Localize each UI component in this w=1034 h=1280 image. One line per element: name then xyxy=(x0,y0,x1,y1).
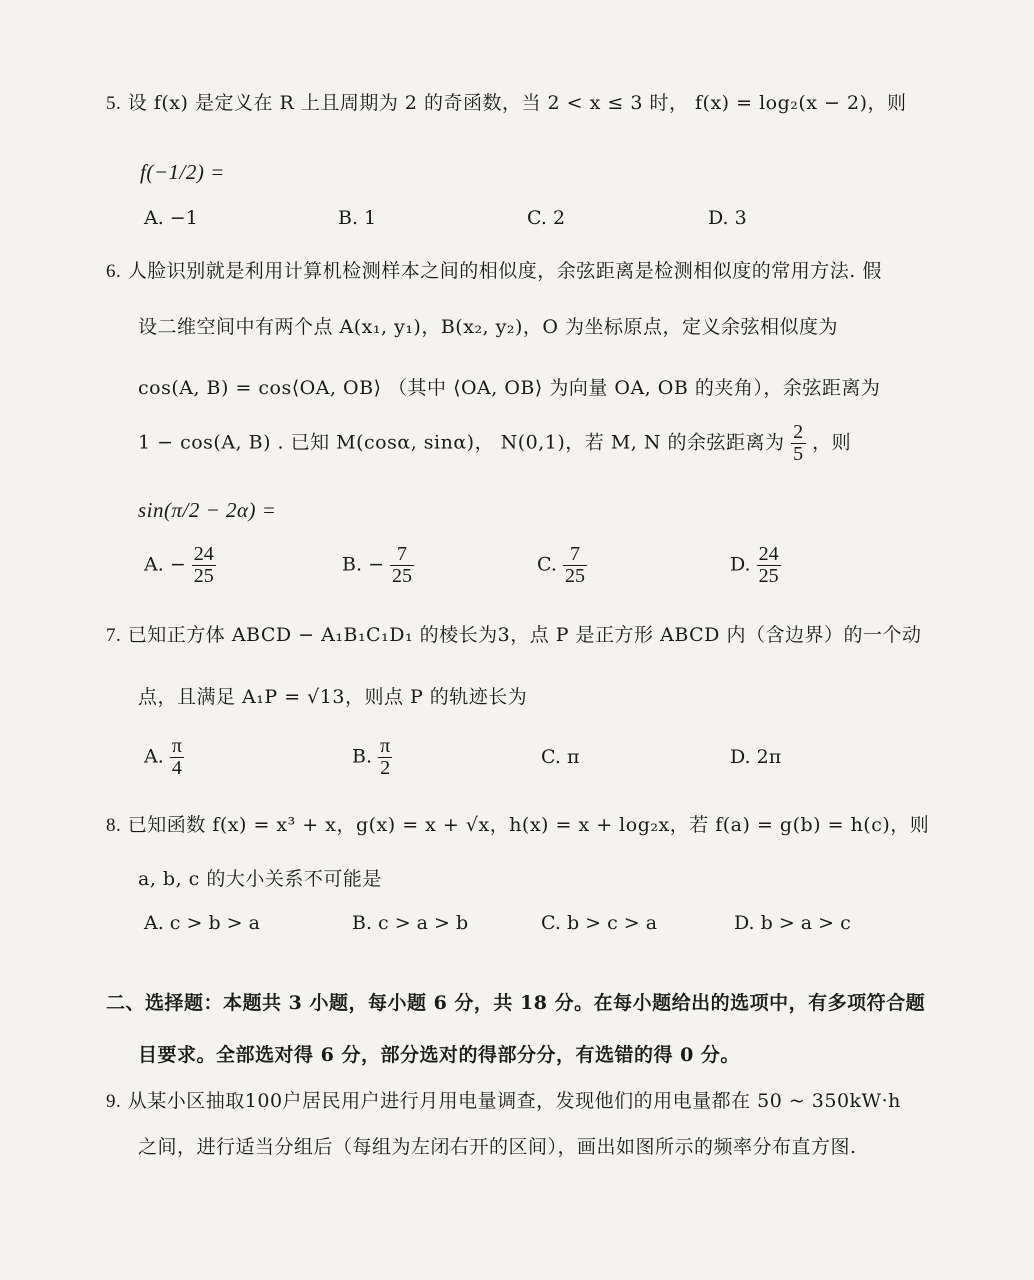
fraction-denominator: 2 xyxy=(380,757,391,779)
fraction-denominator: 5 xyxy=(793,443,804,465)
q8-line1 xyxy=(106,810,929,837)
q5-option-a: A. −1 xyxy=(144,207,198,229)
q7-number: 7. xyxy=(106,625,122,646)
fraction-numerator: 7 xyxy=(563,544,587,566)
fraction-numerator: π xyxy=(171,735,182,757)
q8-option-c: C. b > c > a xyxy=(541,912,658,934)
option-fraction xyxy=(192,544,216,587)
q8-line2: a, b, c 的大小关系不可能是 xyxy=(138,868,382,890)
q6-option-c xyxy=(537,544,587,587)
q6-line4 xyxy=(138,422,851,465)
q6-line4-tail: ，则 xyxy=(812,431,852,454)
fraction-denominator: 25 xyxy=(193,565,214,587)
q7-line1 xyxy=(106,620,921,647)
q5-option-c: C. 2 xyxy=(527,207,566,229)
fraction-numerator: 7 xyxy=(390,544,414,566)
q7-option-d: D. 2π xyxy=(730,746,782,768)
q6-line4-text: 1 − cos(A, B) . 已知 M(cosα, sinα)， N(0,1)，若 M, N 的余弦距离为 xyxy=(138,431,785,454)
q9-line1 xyxy=(106,1086,901,1113)
option-fraction xyxy=(563,544,587,587)
q6-option-a xyxy=(144,544,216,587)
q5-number: 5. xyxy=(106,93,122,114)
fraction-denominator: 25 xyxy=(758,565,779,587)
q7-line2: 点，且满足 A₁P = √13，则点 P 的轨迹长为 xyxy=(138,686,528,708)
option-fraction xyxy=(378,736,392,779)
fraction-numerator: π xyxy=(380,735,391,757)
option-fraction xyxy=(170,736,184,779)
q5-stem-line2: f(−1/2) = xyxy=(140,160,225,184)
q9-line1-text: 从某小区抽取100户居民用户进行月用电量调查，发现他们的用电量都在 50 ~ 350kW·h xyxy=(127,1090,901,1112)
q6-line3: cos(A, B) = cos⟨OA, OB⟩ （其中 ⟨OA, OB⟩ 为向量 OA, OB 的夹角），余弦距离为 xyxy=(138,377,881,399)
q8-option-d: D. b > a > c xyxy=(734,912,851,934)
option-sign: − xyxy=(368,553,384,576)
option-label: A. xyxy=(144,553,164,576)
option-label: A. xyxy=(144,745,164,768)
option-sign: − xyxy=(169,553,186,576)
q7-option-b xyxy=(352,736,392,779)
q5-stem-line1 xyxy=(106,88,907,115)
q9-number: 9. xyxy=(106,1091,122,1112)
fraction-numerator: 24 xyxy=(193,543,214,565)
fraction-denominator: 25 xyxy=(564,565,585,587)
q6-option-b xyxy=(342,544,414,587)
q8-option-b: B. c > a > b xyxy=(352,912,469,934)
q6-line1 xyxy=(106,256,882,283)
q6-number: 6. xyxy=(106,261,122,282)
q9-line2: 之间，进行适当分组后（每组为左闭右开的区间），画出如图所示的频率分布直方图. xyxy=(138,1136,857,1158)
q7-option-a xyxy=(144,736,184,779)
q5-option-b: B. 1 xyxy=(338,207,377,229)
option-label: D. xyxy=(730,553,751,576)
q6-line2: 设二维空间中有两个点 A(x₁, y₁)，B(x₂, y₂)，O 为坐标原点，定义余弦相似度为 xyxy=(138,316,839,338)
q7-option-c: C. π xyxy=(541,746,580,768)
fraction-numerator: 24 xyxy=(758,543,779,565)
q6-cosine-distance-fraction xyxy=(791,422,806,465)
option-label: C. xyxy=(537,553,557,576)
q8-option-a: A. c > b > a xyxy=(144,912,260,934)
fraction-numerator: 2 xyxy=(793,421,804,443)
q5-stem-text: 设 f(x) 是定义在 R 上且周期为 2 的奇函数，当 2 < x ≤ 3 时， f(x) = log₂(x − 2)，则 xyxy=(127,92,907,114)
option-fraction xyxy=(390,544,414,587)
q8-line1-text: 已知函数 f(x) = x³ + x，g(x) = x + √x，h(x) = x + log₂x，若 f(a) = g(b) = h(c)，则 xyxy=(127,814,930,836)
option-fraction xyxy=(757,544,781,587)
fraction-denominator: 25 xyxy=(392,565,413,587)
q8-number: 8. xyxy=(106,815,122,836)
option-label: B. xyxy=(342,553,363,576)
q5-option-d: D. 3 xyxy=(708,207,747,229)
fraction-denominator: 4 xyxy=(171,757,182,779)
option-label: B. xyxy=(352,745,373,768)
section2-heading-line2: 目要求。全部选对得 6 分，部分选对的得部分分，有选错的得 0 分。 xyxy=(138,1044,740,1066)
q6-line5: sin(π/2 − 2α) = xyxy=(138,498,277,522)
q6-option-d xyxy=(730,544,781,587)
q6-line1-text: 人脸识别就是利用计算机检测样本之间的相似度，余弦距离是检测相似度的常用方法. 假 xyxy=(127,260,882,282)
section2-heading-line1: 二、选择题：本题共 3 小题，每小题 6 分，共 18 分。在每小题给出的选项中，有多项符合题 xyxy=(106,992,926,1014)
q7-line1-text: 已知正方体 ABCD − A₁B₁C₁D₁ 的棱长为3，点 P 是正方形 ABCD 内（含边界）的一个动 xyxy=(127,624,922,646)
